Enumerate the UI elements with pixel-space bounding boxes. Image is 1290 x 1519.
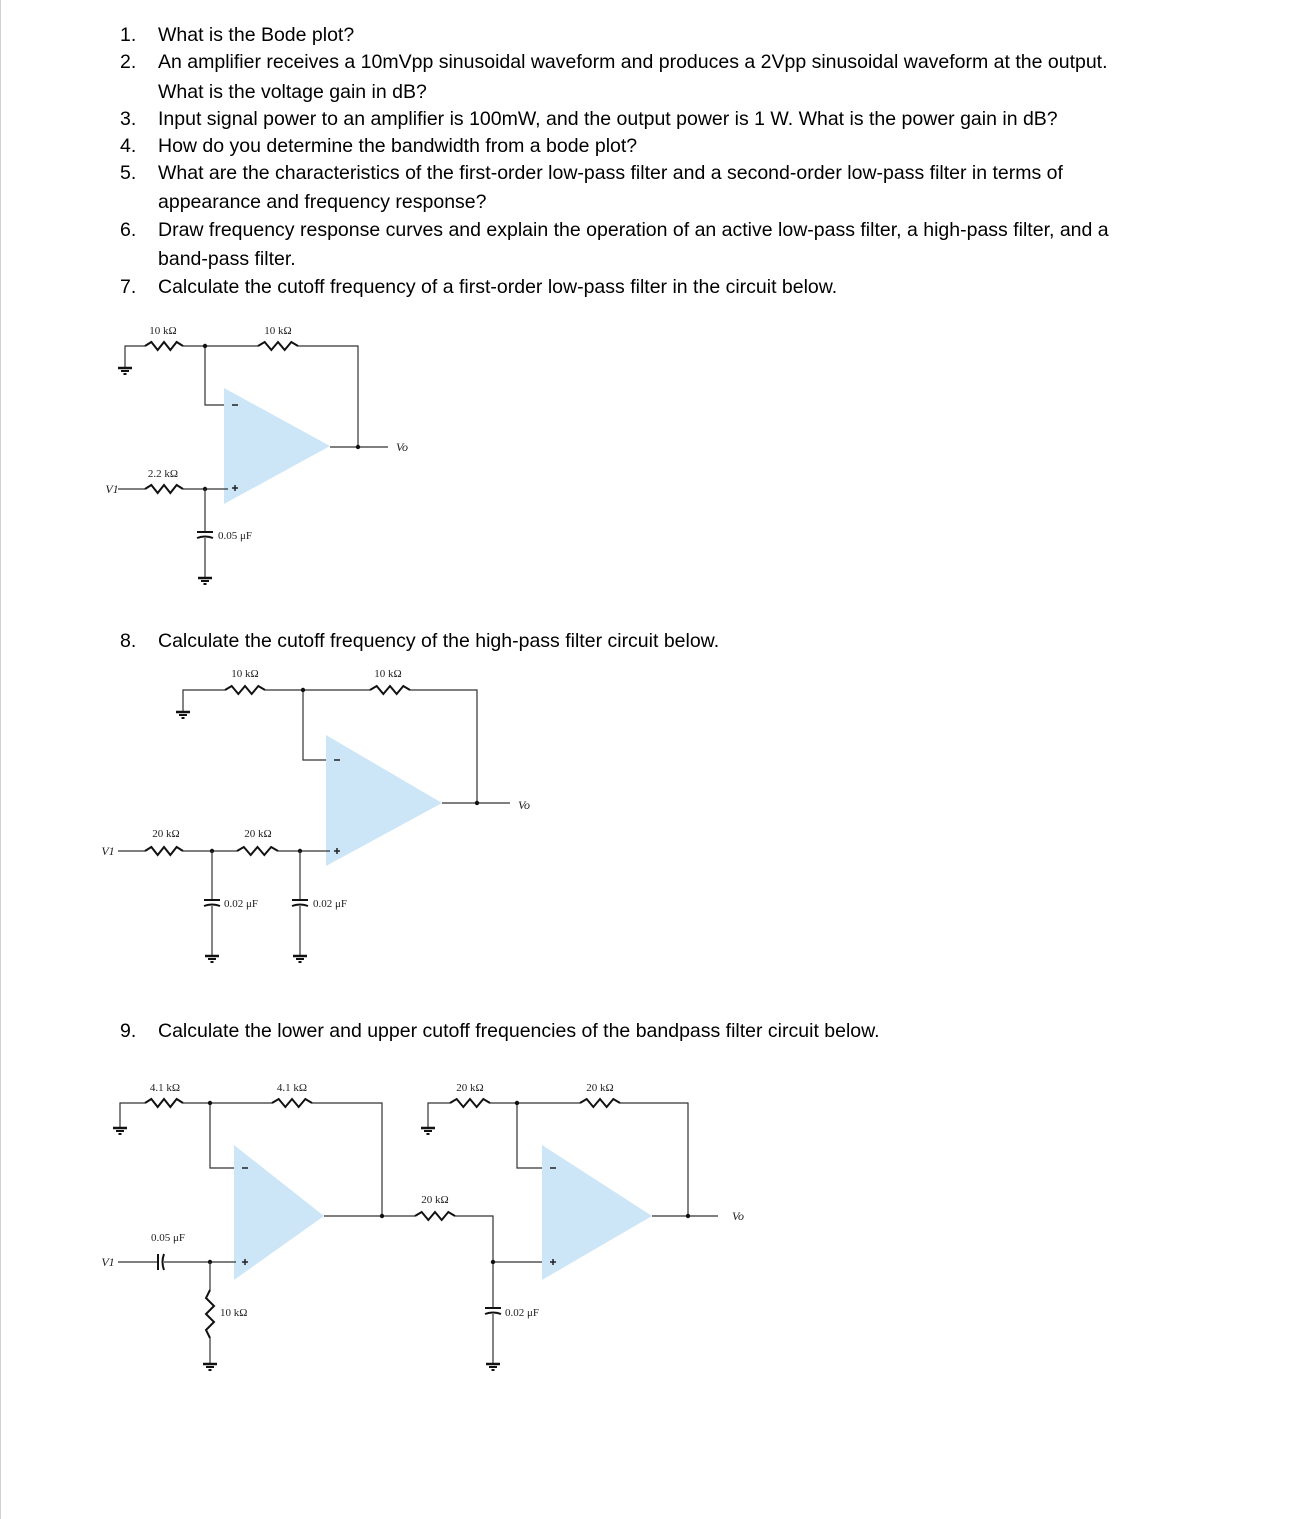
input-voltage-label: V1 (101, 844, 115, 858)
question-number: 4. (120, 135, 137, 157)
component-label: 10 kΩ (264, 325, 292, 337)
wire (303, 690, 330, 760)
junction-node (475, 801, 479, 805)
resistor-symbol (272, 1099, 312, 1107)
question-text: appearance and frequency response? (158, 191, 487, 213)
component-label: 10 kΩ (149, 325, 177, 337)
wire (125, 346, 145, 368)
resistor-symbol (580, 1099, 620, 1107)
question-text: Calculate the cutoff frequency of a first-order low-pass filter in the circuit below. (158, 276, 838, 298)
component-label: 0.02 μF (224, 898, 259, 910)
question-text: Input signal power to an amplifier is 100mW, and the output power is 1 W. What is the power gain in dB? (158, 108, 1058, 130)
resistor-symbol (145, 342, 183, 350)
junction-node (491, 1260, 495, 1264)
component-label: 20 kΩ (456, 1082, 484, 1094)
question-text: Calculate the lower and upper cutoff frequencies of the bandpass filter circuit below. (158, 1020, 880, 1042)
resistor-symbol (145, 1099, 183, 1107)
question-number: 1. (120, 24, 137, 46)
question-number: 3. (120, 108, 137, 130)
resistor-symbol (206, 1290, 214, 1338)
component-label: 0.05 μF (218, 530, 253, 542)
component-label: 20 kΩ (244, 828, 272, 840)
wire (183, 690, 225, 712)
component-label: 20 kΩ (421, 1194, 449, 1206)
component-label: 10 kΩ (220, 1307, 248, 1319)
junction-node (301, 688, 305, 692)
resistor-symbol (370, 686, 410, 694)
component-label: 4.1 kΩ (149, 1082, 181, 1094)
op-amp (326, 735, 442, 866)
component-label: 0.02 μF (313, 898, 348, 910)
component-label: 20 kΩ (586, 1082, 614, 1094)
component-label: 10 kΩ (231, 668, 259, 680)
question-text: How do you determine the bandwidth from a bode plot? (158, 135, 638, 157)
question-number: 6. (120, 219, 137, 241)
question-number: 7. (120, 276, 137, 298)
resistor-symbol (145, 485, 183, 493)
question-number: 5. (120, 162, 137, 184)
resistor-symbol (237, 847, 278, 855)
wire (312, 1103, 382, 1216)
capacitor-plate (204, 905, 220, 907)
component-label: 2.2 kΩ (147, 468, 179, 480)
capacitor-plate (485, 1313, 501, 1315)
junction-node (203, 344, 207, 348)
output-voltage-label: Vo (732, 1209, 744, 1223)
resistor-symbol (415, 1212, 455, 1220)
wire (120, 1103, 145, 1128)
wire (455, 1216, 493, 1308)
question-text: An amplifier receives a 10mVpp sinusoidal waveform and produces a 2Vpp sinusoidal waveform at the output. (158, 51, 1108, 73)
input-voltage-label: V1 (101, 1255, 115, 1269)
op-amp (234, 1145, 324, 1280)
wire (410, 690, 477, 803)
wire (210, 1103, 236, 1168)
question-number: 2. (120, 51, 137, 73)
question-number: 9. (120, 1020, 137, 1042)
resistor-symbol (450, 1099, 490, 1107)
op-amp (542, 1145, 652, 1280)
op-amp (224, 388, 330, 504)
question-text: band-pass filter. (158, 248, 296, 270)
wire (428, 1103, 450, 1128)
component-label: 0.02 μF (505, 1307, 540, 1319)
question-text: Draw frequency response curves and explain the operation of an active low-pass filter, a high-pass filter, and a (158, 219, 1109, 241)
junction-node (515, 1101, 519, 1105)
resistor-symbol (225, 686, 265, 694)
junction-node (356, 445, 360, 449)
capacitor-plate (292, 905, 308, 907)
wire (620, 1103, 688, 1216)
resistor-symbol (145, 847, 183, 855)
junction-node (208, 1101, 212, 1105)
output-voltage-label: Vo (396, 440, 408, 454)
junction-node (380, 1214, 384, 1218)
question-text: Calculate the cutoff frequency of the high-pass filter circuit below. (158, 630, 720, 652)
question-text: What is the Bode plot? (158, 24, 355, 46)
component-label: 10 kΩ (374, 668, 402, 680)
question-number: 8. (120, 630, 137, 652)
question-text: What is the voltage gain in dB? (158, 81, 427, 103)
component-label: 0.05 μF (150, 1232, 186, 1244)
component-label: 20 kΩ (152, 828, 180, 840)
resistor-symbol (258, 342, 298, 350)
junction-node (686, 1214, 690, 1218)
capacitor-plate (163, 1254, 165, 1270)
output-voltage-label: Vo (518, 798, 530, 812)
capacitor-plate (197, 537, 213, 539)
input-voltage-label: V1 (105, 482, 119, 496)
component-label: 4.1 kΩ (276, 1082, 308, 1094)
wire (298, 346, 358, 447)
question-text: What are the characteristics of the first-order low-pass filter and a second-order low-pass filter in terms of (158, 162, 1063, 184)
